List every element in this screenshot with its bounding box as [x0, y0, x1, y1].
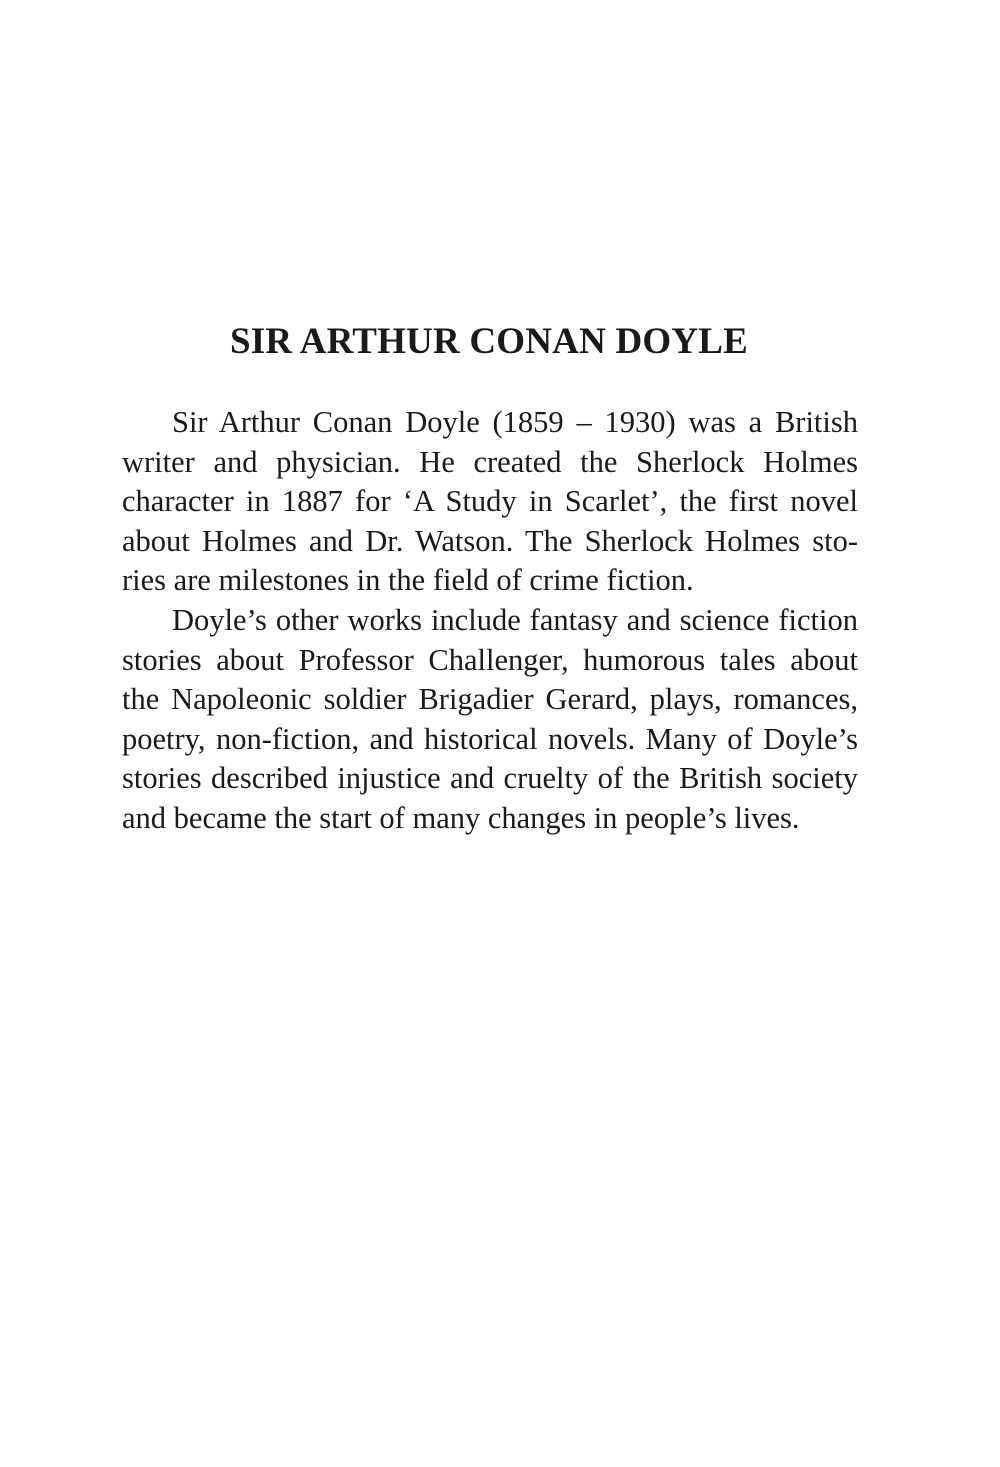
paragraph-2: [122, 601, 858, 839]
text-line: stories about Professor Challenger, humorous tales about: [122, 642, 858, 677]
text-line: ries are milestones in the field of crime fiction.: [122, 563, 694, 598]
text-line: poetry, non-fiction, and historical novels. Many of Doyle’s: [122, 721, 858, 756]
author-biography: [122, 403, 858, 839]
text-line: stories described injustice and cruelty of the British society: [122, 761, 858, 796]
text-line: Doyle’s other works include fantasy and science fiction: [172, 602, 858, 637]
text-line: character in 1887 for ‘A Study in Scarlet’, the first novel: [122, 484, 858, 519]
text-line: the Napoleonic soldier Brigadier Gerard, plays, romances,: [122, 682, 858, 717]
text-line: Sir Arthur Conan Doyle (1859 – 1930) was a British: [172, 405, 858, 439]
page-title: SIR ARTHUR CONAN DOYLE: [229, 321, 749, 362]
paragraph-1: [122, 403, 858, 601]
text-line: writer and physician. He created the Sherlock Holmes: [122, 444, 858, 479]
text-line: and became the start of many changes in people’s lives.: [122, 800, 800, 835]
text-line: about Holmes and Dr. Watson. The Sherlock Holmes sto-: [122, 523, 858, 558]
